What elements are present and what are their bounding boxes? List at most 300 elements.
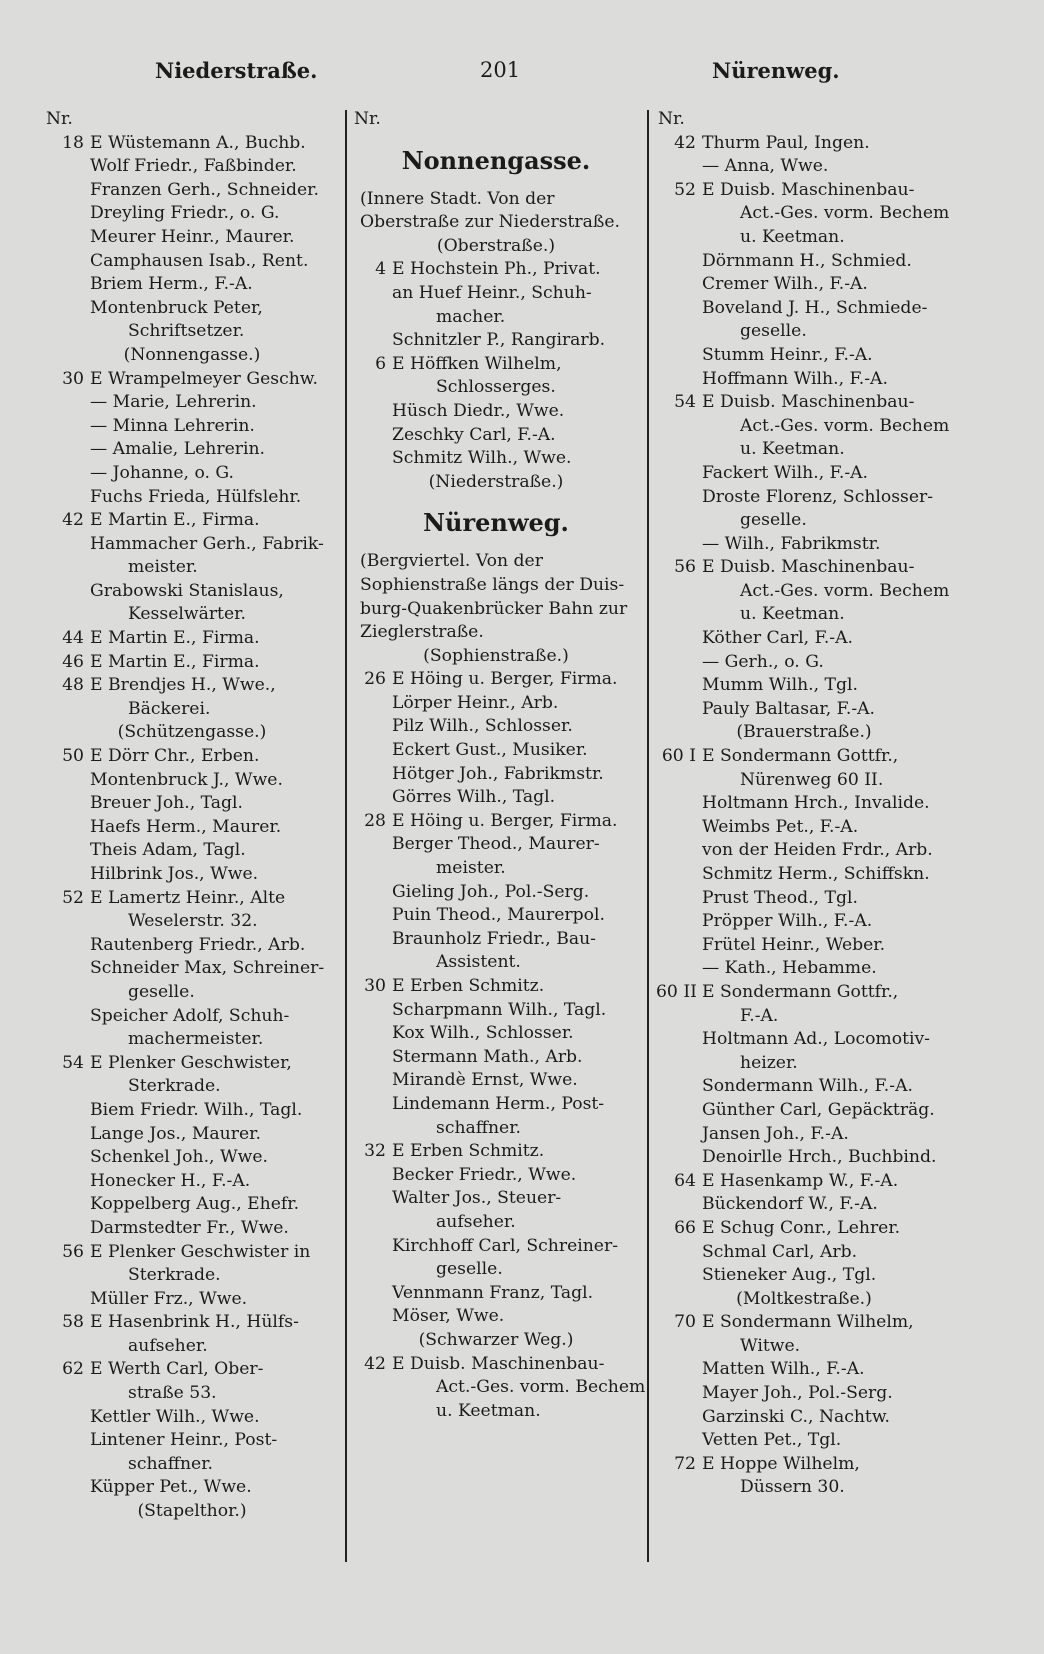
entry-continuation: Act.-Ges. vorm. Bechem bbox=[740, 580, 950, 601]
house-number bbox=[44, 934, 90, 958]
house-number bbox=[44, 580, 90, 604]
resident-text: E Höing u. Berger, Firma. bbox=[392, 669, 618, 690]
directory-entry bbox=[656, 1453, 952, 1477]
street-description: (Innere Stadt. Von der bbox=[360, 188, 555, 209]
directory-entry bbox=[656, 1028, 952, 1052]
resident-text: Gieling Joh., Pol.-Serg. bbox=[392, 881, 590, 902]
cross-street-label: (Nonnengasse.) bbox=[123, 344, 261, 365]
resident-text: Scharpmann Wilh., Tagl. bbox=[392, 999, 607, 1020]
directory-entry bbox=[44, 674, 340, 698]
house-number: 48 bbox=[62, 675, 84, 696]
house-number bbox=[44, 816, 90, 840]
resident-text: Prust Theod., Tgl. bbox=[702, 887, 858, 908]
directory-entry bbox=[656, 1406, 952, 1430]
resident-text: Hötger Joh., Fabrikmstr. bbox=[392, 763, 604, 784]
directory-entry bbox=[352, 692, 640, 716]
resident-text: Honecker H., F.-A. bbox=[90, 1170, 251, 1191]
directory-entry bbox=[656, 957, 952, 981]
column-number-label: Nr. bbox=[354, 109, 381, 129]
resident-text: Holtmann Hrch., Invalide. bbox=[702, 793, 930, 814]
house-number bbox=[656, 1193, 702, 1217]
resident-text: — Amalie, Lehrerin. bbox=[90, 439, 265, 460]
resident-text: Stumm Heinr., F.-A. bbox=[702, 344, 873, 365]
house-number bbox=[656, 1099, 702, 1123]
entry-continuation: Sterkrade. bbox=[128, 1265, 221, 1286]
house-number bbox=[352, 1022, 392, 1046]
resident-text: Thurm Paul, Ingen. bbox=[702, 132, 870, 153]
house-number bbox=[44, 273, 90, 297]
resident-text: Hüsch Diedr., Wwe. bbox=[392, 400, 565, 421]
resident-text: Mumm Wilh., Tgl. bbox=[702, 675, 858, 696]
directory-entry bbox=[352, 353, 640, 377]
directory-entry bbox=[44, 1052, 340, 1076]
house-number: 32 bbox=[364, 1141, 386, 1162]
directory-entry bbox=[656, 1075, 952, 1099]
house-number bbox=[656, 1382, 702, 1406]
house-number bbox=[352, 999, 392, 1023]
resident-text: Schneider Max, Schreiner- bbox=[90, 958, 325, 979]
resident-text: E Dörr Chr., Erben. bbox=[90, 746, 260, 767]
house-number bbox=[656, 533, 702, 557]
directory-entry bbox=[44, 863, 340, 887]
house-number: 58 bbox=[62, 1312, 84, 1333]
header-right-street: Nürenweg. bbox=[712, 58, 840, 83]
house-number bbox=[656, 651, 702, 675]
cross-street-label: (Stapelthor.) bbox=[137, 1501, 247, 1522]
resident-text: Stieneker Aug., Tgl. bbox=[702, 1265, 877, 1286]
directory-entry bbox=[352, 881, 640, 905]
resident-text: E Martin E., Firma. bbox=[90, 628, 260, 649]
house-number bbox=[352, 739, 392, 763]
house-number bbox=[44, 1429, 90, 1453]
house-number: 4 bbox=[375, 259, 386, 280]
resident-text: — Wilh., Fabrikmstr. bbox=[702, 533, 881, 554]
directory-entry bbox=[352, 668, 640, 692]
house-number bbox=[352, 1164, 392, 1188]
resident-text: Lintener Heinr., Post- bbox=[90, 1430, 278, 1451]
directory-entry bbox=[352, 1353, 640, 1377]
directory-entry bbox=[656, 1241, 952, 1265]
resident-text: Frütel Heinr., Weber. bbox=[702, 934, 886, 955]
entry-continuation: meister. bbox=[436, 858, 506, 879]
directory-entry bbox=[44, 816, 340, 840]
directory-entry bbox=[656, 1217, 952, 1241]
entry-continuation: Act.-Ges. vorm. Bechem bbox=[436, 1377, 646, 1398]
house-number bbox=[44, 391, 90, 415]
house-number bbox=[352, 1187, 392, 1211]
directory-entry bbox=[352, 1140, 640, 1164]
resident-text: Montenbruck J., Wwe. bbox=[90, 769, 283, 790]
directory-entry bbox=[44, 769, 340, 793]
directory-entry bbox=[352, 1022, 640, 1046]
house-number: 72 bbox=[674, 1453, 696, 1474]
entry-continuation: Schriftsetzer. bbox=[128, 321, 245, 342]
house-number: 56 bbox=[674, 557, 696, 578]
resident-text: Rautenberg Friedr., Arb. bbox=[90, 934, 306, 955]
house-number bbox=[44, 1476, 90, 1500]
house-number bbox=[352, 763, 392, 787]
directory-entry bbox=[656, 556, 952, 580]
house-number: 28 bbox=[364, 810, 386, 831]
directory-entry bbox=[352, 1235, 640, 1259]
house-number bbox=[656, 887, 702, 911]
cross-street-label: (Niederstraße.) bbox=[428, 471, 564, 492]
directory-entry bbox=[352, 1093, 640, 1117]
entry-continuation: heizer. bbox=[740, 1052, 798, 1073]
house-number bbox=[656, 627, 702, 651]
house-number: 18 bbox=[62, 132, 84, 153]
directory-entry bbox=[352, 424, 640, 448]
house-number bbox=[352, 329, 392, 353]
directory-entry bbox=[44, 1146, 340, 1170]
street-description: Sophienstraße längs der Duis- bbox=[360, 574, 625, 595]
directory-entry bbox=[352, 999, 640, 1023]
house-number: 42 bbox=[62, 510, 84, 531]
house-number bbox=[656, 1028, 702, 1052]
directory-entry bbox=[352, 1164, 640, 1188]
resident-text: Pauly Baltasar, F.-A. bbox=[702, 698, 876, 719]
directory-entry bbox=[656, 887, 952, 911]
house-number bbox=[44, 533, 90, 557]
directory-entry bbox=[44, 415, 340, 439]
entry-continuation: Act.-Ges. vorm. Bechem bbox=[740, 203, 950, 224]
resident-text: Cremer Wilh., F.-A. bbox=[702, 274, 868, 295]
directory-entry bbox=[44, 226, 340, 250]
resident-text: Vennmann Franz, Tagl. bbox=[392, 1282, 594, 1303]
directory-entry bbox=[352, 810, 640, 834]
house-number bbox=[44, 250, 90, 274]
directory-entry bbox=[352, 1069, 640, 1093]
street-description: burg-Quakenbrücker Bahn zur bbox=[360, 598, 628, 619]
directory-entry bbox=[44, 155, 340, 179]
directory-entry bbox=[656, 250, 952, 274]
house-number bbox=[656, 344, 702, 368]
directory-entry bbox=[352, 258, 640, 282]
street-title: Nonnengasse. bbox=[401, 145, 591, 175]
house-number bbox=[44, 155, 90, 179]
resident-text: Montenbruck Peter, bbox=[90, 297, 263, 318]
house-number bbox=[352, 1069, 392, 1093]
house-number bbox=[352, 400, 392, 424]
house-number bbox=[656, 462, 702, 486]
street-title: Nürenweg. bbox=[423, 508, 569, 538]
resident-text: E Hoppe Wilhelm, bbox=[702, 1453, 860, 1474]
house-number bbox=[656, 1406, 702, 1430]
resident-text: E Martin E., Firma. bbox=[90, 510, 260, 531]
resident-text: — Marie, Lehrerin. bbox=[90, 392, 257, 413]
resident-text: — Johanne, o. G. bbox=[90, 462, 234, 483]
directory-entry bbox=[352, 447, 640, 471]
house-number bbox=[352, 715, 392, 739]
resident-text: Lindemann Herm., Post- bbox=[392, 1093, 605, 1114]
directory-entry bbox=[656, 1123, 952, 1147]
entry-continuation: Assistent. bbox=[436, 952, 521, 973]
house-number: 56 bbox=[62, 1241, 84, 1262]
directory-entry bbox=[44, 651, 340, 675]
house-number: 44 bbox=[62, 628, 84, 649]
directory-entry bbox=[352, 715, 640, 739]
house-number bbox=[656, 1123, 702, 1147]
resident-text: Hammacher Gerh., Fabrik- bbox=[90, 533, 324, 554]
house-number bbox=[656, 1146, 702, 1170]
directory-entry bbox=[44, 1099, 340, 1123]
directory-entry bbox=[656, 839, 952, 863]
house-number: 46 bbox=[62, 651, 84, 672]
house-number bbox=[44, 1123, 90, 1147]
resident-text: Grabowski Stanislaus, bbox=[90, 580, 284, 601]
directory-entry bbox=[656, 981, 952, 1005]
street-description: Zieglerstraße. bbox=[360, 622, 484, 643]
resident-text: Lörper Heinr., Arb. bbox=[392, 692, 559, 713]
directory-entry bbox=[656, 462, 952, 486]
resident-text: E Höffken Wilhelm, bbox=[392, 353, 562, 374]
directory-entry bbox=[44, 1358, 340, 1382]
resident-text: Matten Wilh., F.-A. bbox=[702, 1359, 865, 1380]
house-number bbox=[44, 957, 90, 981]
resident-text: von der Heiden Frdr., Arb. bbox=[702, 840, 933, 861]
house-number bbox=[656, 1075, 702, 1099]
resident-text: Möser, Wwe. bbox=[392, 1306, 505, 1327]
resident-text: Sondermann Wilh., F.-A. bbox=[702, 1076, 913, 1097]
resident-text: Dreyling Friedr., o. G. bbox=[90, 203, 280, 224]
resident-text: E Sondermann Wilhelm, bbox=[702, 1312, 914, 1333]
house-number bbox=[44, 1288, 90, 1312]
directory-entry bbox=[44, 1123, 340, 1147]
resident-text: Haefs Herm., Maurer. bbox=[90, 816, 282, 837]
resident-text: — Anna, Wwe. bbox=[702, 156, 829, 177]
directory-entry bbox=[656, 391, 952, 415]
resident-text: E Erben Schmitz. bbox=[392, 1141, 545, 1162]
resident-text: Eckert Gust., Musiker. bbox=[392, 740, 588, 761]
directory-entry bbox=[352, 975, 640, 999]
house-number bbox=[656, 957, 702, 981]
directory-entry bbox=[656, 934, 952, 958]
resident-text: Garzinski C., Nachtw. bbox=[702, 1406, 890, 1427]
directory-entry bbox=[44, 297, 340, 321]
house-number bbox=[44, 792, 90, 816]
directory-entry bbox=[44, 486, 340, 510]
resident-text: Droste Florenz, Schlosser- bbox=[702, 486, 934, 507]
house-number bbox=[352, 692, 392, 716]
directory-entry bbox=[44, 1429, 340, 1453]
house-number bbox=[656, 816, 702, 840]
entry-continuation: geselle. bbox=[740, 510, 807, 531]
house-number bbox=[352, 447, 392, 471]
resident-text: Günther Carl, Gepäckträg. bbox=[702, 1099, 935, 1120]
directory-entry bbox=[352, 904, 640, 928]
page-number: 201 bbox=[480, 58, 521, 82]
directory-entry bbox=[656, 344, 952, 368]
house-number bbox=[44, 769, 90, 793]
resident-text: E Wüstemann A., Buchb. bbox=[90, 132, 306, 153]
resident-text: Hilbrink Jos., Wwe. bbox=[90, 864, 259, 884]
resident-text: Dörnmann H., Schmied. bbox=[702, 250, 912, 271]
house-number bbox=[352, 904, 392, 928]
resident-text: Boveland J. H., Schmiede- bbox=[702, 297, 928, 318]
resident-text: E Sondermann Gottfr., bbox=[702, 981, 899, 1002]
directory-entry bbox=[44, 957, 340, 981]
directory-entry bbox=[44, 533, 340, 557]
house-number bbox=[656, 839, 702, 863]
directory-entry bbox=[352, 928, 640, 952]
directory-entry bbox=[656, 1193, 952, 1217]
resident-text: — Kath., Hebamme. bbox=[702, 958, 877, 979]
house-number: 30 bbox=[364, 976, 386, 996]
house-number: 66 bbox=[674, 1217, 696, 1238]
house-number: 64 bbox=[674, 1170, 696, 1191]
cross-street-label: (Schützengasse.) bbox=[117, 722, 267, 743]
house-number bbox=[352, 1282, 392, 1306]
column-number-label: Nr. bbox=[658, 109, 685, 129]
column-3 bbox=[656, 108, 952, 1500]
resident-text: Fuchs Frieda, Hülfslehr. bbox=[90, 486, 302, 507]
resident-text: Fackert Wilh., F.-A. bbox=[702, 462, 869, 483]
directory-entry bbox=[656, 910, 952, 934]
house-number bbox=[656, 1264, 702, 1288]
resident-text: E Schug Conr., Lehrer. bbox=[702, 1217, 901, 1238]
directory-entry bbox=[44, 839, 340, 863]
house-number: 54 bbox=[62, 1052, 84, 1073]
cross-street-label: (Oberstraße.) bbox=[436, 235, 556, 256]
directory-entry bbox=[352, 1282, 640, 1306]
house-number bbox=[44, 1170, 90, 1194]
resident-text: Speicher Adolf, Schuh- bbox=[90, 1005, 290, 1026]
directory-entry bbox=[656, 368, 952, 392]
resident-text: Franzen Gerh., Schneider. bbox=[90, 179, 319, 200]
entry-continuation: meister. bbox=[128, 557, 198, 578]
house-number: 30 bbox=[62, 368, 84, 389]
resident-text: Camphausen Isab., Rent. bbox=[90, 250, 309, 271]
resident-text: Holtmann Ad., Locomotiv- bbox=[702, 1029, 930, 1050]
directory-entry bbox=[44, 934, 340, 958]
street-description: (Bergviertel. Von der bbox=[360, 551, 543, 572]
resident-text: Theis Adam, Tagl. bbox=[90, 840, 246, 861]
directory-entry bbox=[656, 486, 952, 510]
directory-entry bbox=[656, 1170, 952, 1194]
house-number bbox=[44, 226, 90, 250]
entry-continuation: Kesselwärter. bbox=[128, 604, 246, 625]
resident-text: E Duisb. Maschinenbau- bbox=[392, 1353, 605, 1374]
resident-text: Briem Herm., F.-A. bbox=[90, 274, 253, 295]
directory-entry bbox=[656, 816, 952, 840]
directory-entry bbox=[656, 1382, 952, 1406]
entry-continuation: Sterkrade. bbox=[128, 1076, 221, 1097]
house-number: 26 bbox=[364, 669, 386, 690]
resident-text: Darmstedter Fr., Wwe. bbox=[90, 1217, 289, 1238]
house-number bbox=[352, 786, 392, 810]
house-number: 42 bbox=[364, 1353, 386, 1374]
entry-continuation: F.-A. bbox=[740, 1005, 779, 1026]
resident-text: Schmal Carl, Arb. bbox=[702, 1241, 858, 1262]
entry-continuation: u. Keetman. bbox=[740, 226, 845, 247]
resident-text: Kettler Wilh., Wwe. bbox=[90, 1406, 260, 1427]
directory-entry bbox=[44, 580, 340, 604]
directory-entry bbox=[44, 745, 340, 769]
house-number bbox=[656, 863, 702, 887]
entry-continuation: u. Keetman. bbox=[740, 439, 845, 460]
resident-text: Puin Theod., Maurerpol. bbox=[392, 905, 605, 926]
directory-entry bbox=[44, 887, 340, 911]
directory-entry bbox=[656, 273, 952, 297]
resident-text: Denoirlle Hrch., Buchbind. bbox=[702, 1147, 937, 1168]
house-number bbox=[352, 881, 392, 905]
directory-entry bbox=[656, 745, 952, 769]
resident-text: E Lamertz Heinr., Alte bbox=[90, 887, 286, 908]
house-number bbox=[44, 863, 90, 887]
resident-text: Hoffmann Wilh., F.-A. bbox=[702, 368, 888, 389]
column-2 bbox=[352, 108, 646, 1423]
resident-text: E Werth Carl, Ober- bbox=[90, 1359, 264, 1380]
entry-continuation: Nürenweg 60 II. bbox=[740, 769, 884, 790]
directory-entry bbox=[352, 739, 640, 763]
house-number bbox=[656, 297, 702, 321]
directory-entry bbox=[656, 155, 952, 179]
directory-entry bbox=[44, 1476, 340, 1500]
directory-entry bbox=[352, 1187, 640, 1211]
house-number: 52 bbox=[674, 179, 696, 200]
resident-text: Braunholz Friedr., Bau- bbox=[392, 928, 596, 949]
house-number bbox=[44, 839, 90, 863]
entry-continuation: geselle. bbox=[436, 1259, 503, 1280]
resident-text: Stermann Math., Arb. bbox=[392, 1046, 583, 1067]
house-number bbox=[352, 282, 392, 306]
house-number bbox=[656, 698, 702, 722]
directory-entry bbox=[44, 1406, 340, 1430]
column-divider-1 bbox=[345, 110, 347, 1562]
directory-entry bbox=[656, 1146, 952, 1170]
house-number: 42 bbox=[674, 132, 696, 153]
resident-text: Mirandè Ernst, Wwe. bbox=[392, 1070, 578, 1091]
entry-continuation: Bäckerei. bbox=[128, 698, 211, 719]
directory-entry bbox=[352, 400, 640, 424]
house-number bbox=[352, 1093, 392, 1117]
house-number bbox=[656, 368, 702, 392]
resident-text: E Plenker Geschwister in bbox=[90, 1241, 311, 1262]
resident-text: E Hasenbrink H., Hülfs- bbox=[90, 1312, 299, 1333]
house-number bbox=[44, 1099, 90, 1123]
cross-street-label: (Moltkestraße.) bbox=[736, 1288, 872, 1309]
house-number bbox=[656, 792, 702, 816]
resident-text: Schmitz Wilh., Wwe. bbox=[392, 448, 572, 469]
entry-continuation: straße 53. bbox=[128, 1383, 217, 1404]
resident-text: E Höing u. Berger, Firma. bbox=[392, 810, 618, 831]
directory-entry bbox=[352, 282, 640, 306]
house-number bbox=[352, 424, 392, 448]
resident-text: Koppelberg Aug., Ehefr. bbox=[90, 1194, 300, 1215]
directory-entry bbox=[44, 509, 340, 533]
house-number bbox=[44, 179, 90, 203]
house-number bbox=[44, 415, 90, 439]
resident-text: an Huef Heinr., Schuh- bbox=[392, 282, 592, 303]
directory-entry bbox=[656, 1358, 952, 1382]
directory-entry bbox=[44, 627, 340, 651]
directory-entry bbox=[44, 391, 340, 415]
column-divider-2 bbox=[647, 110, 649, 1562]
directory-entry bbox=[656, 698, 952, 722]
directory-entry bbox=[44, 368, 340, 392]
house-number: 52 bbox=[62, 887, 84, 908]
resident-text: E Plenker Geschwister, bbox=[90, 1052, 292, 1073]
house-number bbox=[656, 1358, 702, 1382]
entry-continuation: Düssern 30. bbox=[740, 1477, 845, 1498]
entry-continuation: aufseher. bbox=[128, 1335, 208, 1356]
directory-entry bbox=[352, 763, 640, 787]
resident-text: E Duisb. Maschinenbau- bbox=[702, 392, 915, 413]
column-1 bbox=[44, 108, 340, 1524]
house-number bbox=[352, 928, 392, 952]
house-number bbox=[656, 155, 702, 179]
house-number: 62 bbox=[62, 1359, 84, 1380]
